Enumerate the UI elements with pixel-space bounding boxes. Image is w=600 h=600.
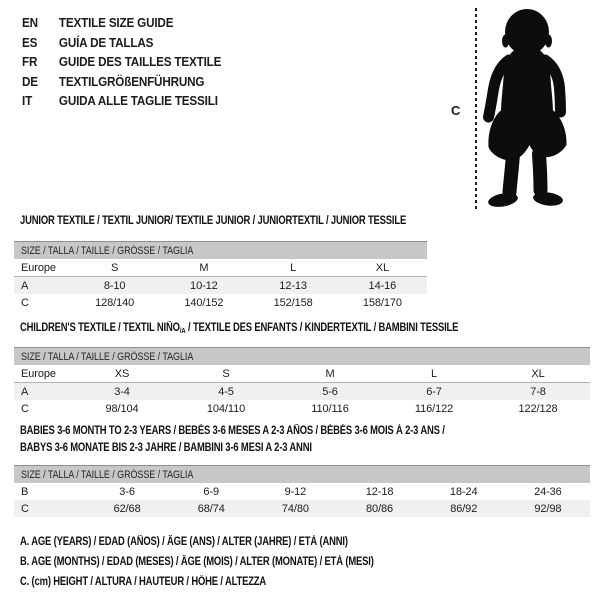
- legend-line-a: A. AGE (YEARS) / EDAD (AÑOS) / ÂGE (ANS) / ALTER (JAHRE) / ETÀ (ANNI): [20, 536, 348, 548]
- language-code: EN: [22, 15, 38, 30]
- language-list: [22, 13, 243, 111]
- children-table: [14, 347, 590, 417]
- row-label-cell: C: [21, 402, 29, 415]
- children-table-title: CHILDREN'S TEXTILE / TEXTIL $NIÑO_{/A}$ / TEXTILE DES ENFANTS / KINDERTEXTIL / BAMBINI TESSILE: [20, 322, 459, 335]
- size-header-cell: SIZE / TALLA / TAILLE / GRÖSSE / TAGLIA: [14, 242, 427, 260]
- table-row-europe: [14, 365, 590, 383]
- table-cell: 14-16: [338, 277, 427, 295]
- table-cell: 6-7: [382, 383, 486, 401]
- table-cell: 80/86: [337, 500, 421, 517]
- table-cell: 10-12: [159, 277, 248, 295]
- junior-table: [14, 241, 427, 311]
- table-cell: S: [174, 365, 278, 383]
- language-label: TEXTILGRÖßENFÜHRUNG: [58, 73, 205, 89]
- babies-table-title-line1: BABIES 3-6 MONTH TO 2-3 YEARS / BEBÉS 3-6 MESES A 2-3 AÑOS / BÉBÉS 3-6 MOIS À 2-3 ANS /: [20, 425, 445, 437]
- language-code: FR: [22, 54, 38, 70]
- measurement-legend: [20, 532, 451, 592]
- table-cell: L: [249, 259, 338, 277]
- table-cell: 7-8: [486, 383, 590, 401]
- language-row-fr: [22, 52, 243, 72]
- table-row-height: [14, 294, 427, 311]
- table-cell: M: [278, 365, 382, 383]
- table-cell: 9-12: [284, 485, 307, 498]
- baby-silhouette-shape: [487, 9, 566, 209]
- table-cell: M: [159, 259, 248, 277]
- language-label: GUIDE DES TAILLES TEXTILE: [58, 54, 222, 70]
- height-measure-label: C: [451, 103, 461, 118]
- language-row-it: [22, 91, 243, 111]
- row-label-cell: B: [21, 485, 29, 498]
- baby-silhouette: [482, 8, 572, 210]
- table-cell: 152/158: [273, 296, 313, 309]
- language-code: DE: [22, 73, 38, 89]
- table-cell: 140/152: [184, 296, 224, 309]
- language-row-en: [22, 13, 243, 33]
- table-cell: 12-13: [249, 277, 338, 295]
- table-cell: S: [70, 259, 159, 277]
- size-header-cell: SIZE / TALLA / TAILLE / GRÖSSE / TAGLIA: [14, 466, 590, 484]
- babies-table-title-line2: BABYS 3-6 MONATE BIS 2-3 JAHRE / BAMBINI 3-6 MESI A 2-3 ANNI: [20, 442, 312, 454]
- table-cell: 8-10: [70, 277, 159, 295]
- table-row-height: [14, 500, 590, 517]
- table-cell: 18-24: [449, 485, 478, 498]
- row-label-cell: Europe: [14, 259, 70, 277]
- junior-table-title: JUNIOR TEXTILE / TEXTIL JUNIOR/ TEXTILE JUNIOR / JUNIORTEXTIL / JUNIOR TESSILE: [20, 215, 407, 227]
- language-label: GUIDA ALLE TAGLIE TESSILI: [58, 93, 218, 109]
- table-cell: 116/122: [414, 402, 454, 415]
- table-cell: XL: [486, 365, 590, 383]
- size-header-bar: [14, 348, 590, 366]
- row-label-cell: C: [21, 296, 29, 309]
- table-cell: 3-4: [70, 383, 174, 401]
- table-row-age: [14, 383, 590, 401]
- table-cell: 92/98: [506, 500, 590, 517]
- table-row-europe: [14, 259, 427, 277]
- table-cell: 6-9: [203, 485, 220, 498]
- table-cell: L: [382, 365, 486, 383]
- table-cell: 12-18: [365, 485, 394, 498]
- table-cell: 104/110: [206, 402, 246, 415]
- babies-table: [14, 465, 590, 517]
- table-cell: 3-6: [119, 485, 135, 498]
- title-subscript: /A: [179, 326, 186, 335]
- size-header-cell: SIZE / TALLA / TAILLE / GRÖSSE / TAGLIA: [14, 348, 590, 366]
- table-cell: 74/80: [253, 500, 337, 517]
- table-cell: 122/128: [518, 402, 558, 415]
- language-code: ES: [22, 34, 38, 50]
- table-cell: 24-36: [534, 485, 562, 498]
- table-cell: 5-6: [278, 383, 382, 401]
- table-cell: XL: [338, 259, 427, 277]
- size-header-bar: [14, 466, 590, 484]
- table-cell: 68/74: [169, 500, 253, 517]
- table-cell: 110/116: [311, 402, 349, 415]
- table-cell: XS: [70, 365, 174, 383]
- table-cell: 98/104: [105, 402, 139, 415]
- table-row-months: [14, 483, 590, 500]
- table-cell: 158/170: [362, 296, 402, 309]
- table-cell: 128/140: [95, 296, 135, 309]
- table-row-age: [14, 277, 427, 295]
- language-label: GUÍA DE TALLAS: [58, 34, 154, 50]
- size-header-bar: [14, 242, 427, 260]
- legend-line-c: C. (cm) HEIGHT / ALTURA / HAUTEUR / HÖHE / ALTEZZA: [20, 576, 267, 588]
- table-cell: 4-5: [174, 383, 278, 401]
- table-cell: 62/68: [85, 500, 169, 517]
- row-label-cell: Europe: [14, 365, 70, 383]
- row-label-cell: C: [14, 500, 85, 517]
- language-row-de: [22, 72, 243, 92]
- height-measure-dotted-line: [475, 8, 477, 209]
- language-label: TEXTILE SIZE GUIDE: [58, 15, 174, 30]
- legend-line-b: B. AGE (MONTHS) / EDAD (MESES) / ÂGE (MOIS) / ALTER (MONATE) / ETÀ (MESI): [20, 556, 374, 568]
- table-cell: 86/92: [422, 500, 506, 517]
- row-label-cell: A: [14, 277, 70, 295]
- row-label-cell: A: [14, 383, 70, 401]
- language-code: IT: [22, 93, 33, 109]
- table-row-height: [14, 400, 590, 417]
- language-row-es: [22, 33, 243, 53]
